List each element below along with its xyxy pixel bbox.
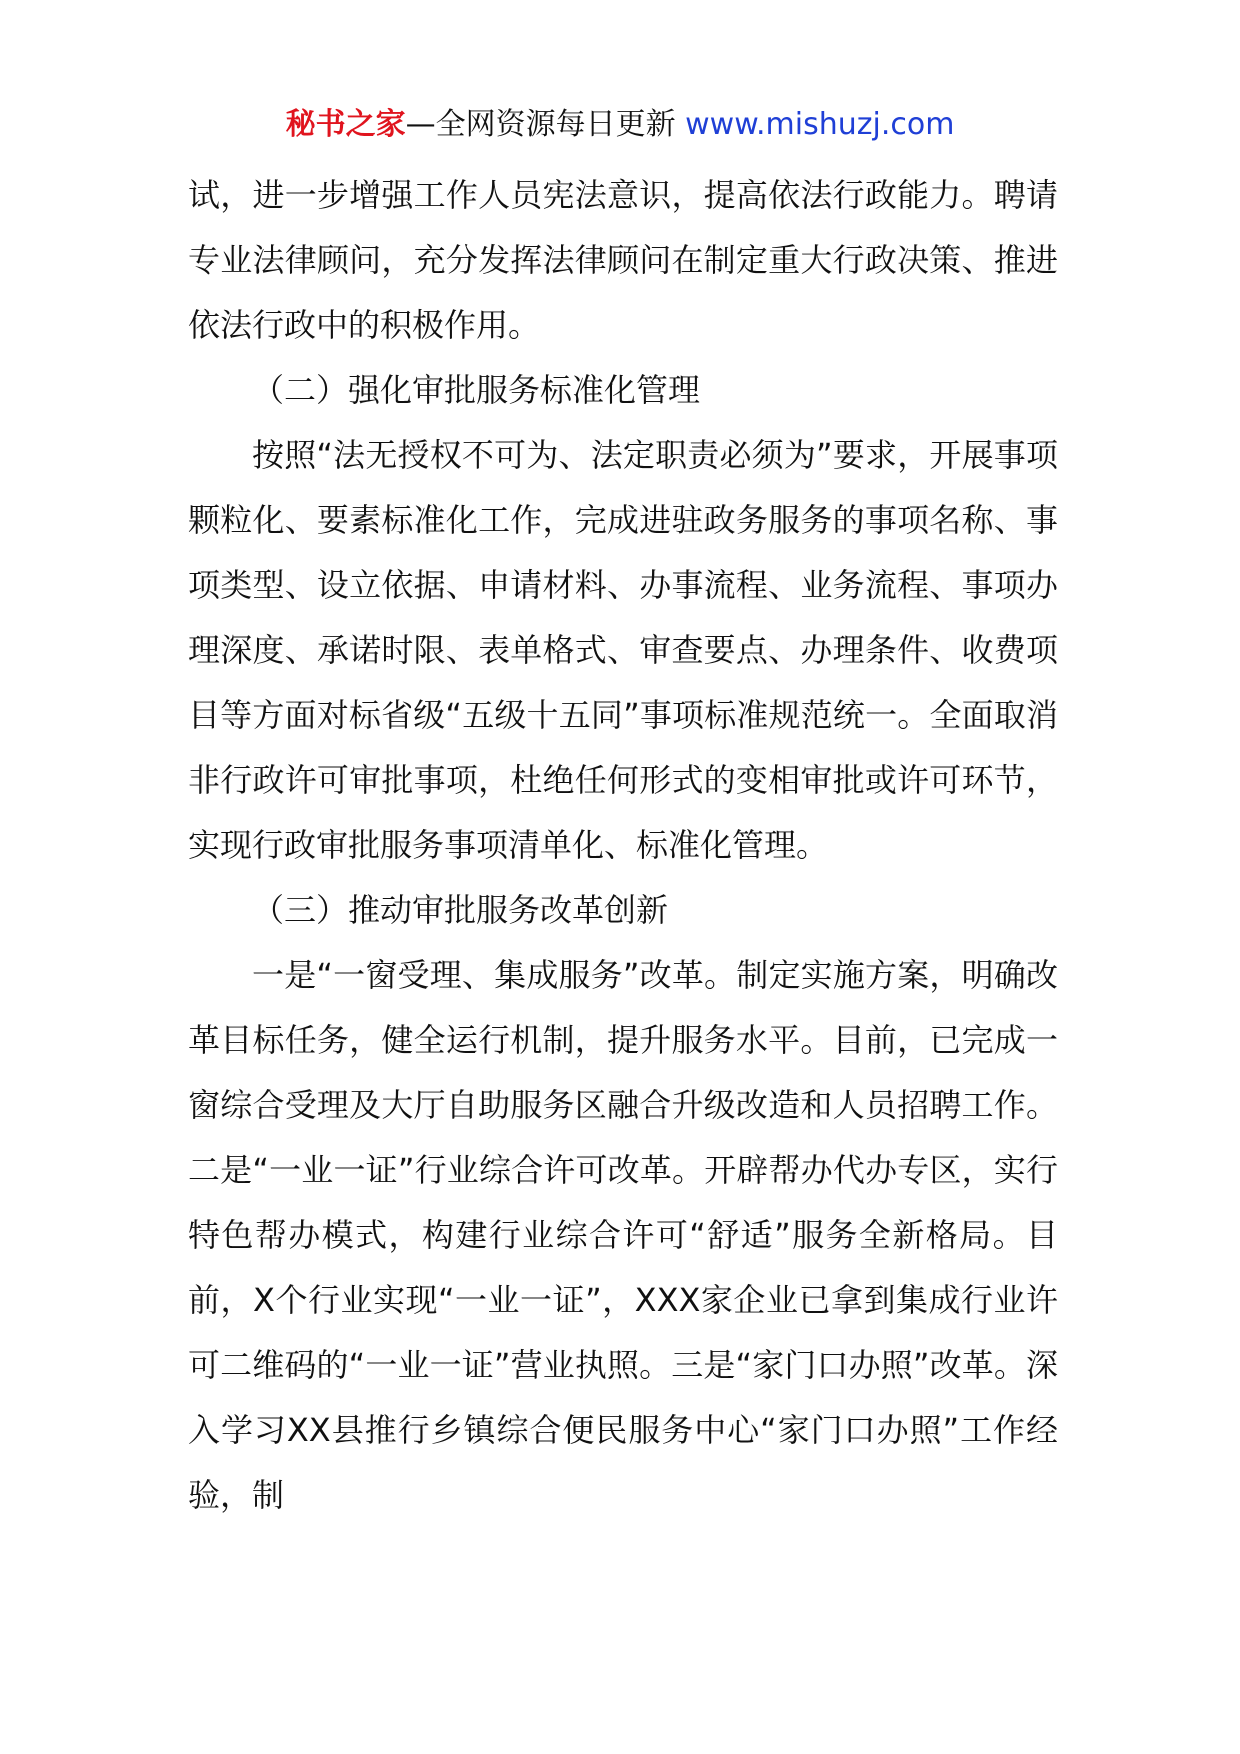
paragraph-reform: 一是“一窗受理、集成服务”改革。制定实施方案，明确改革目标任务，健全运行机制，提升服务水平。目前，已完成一窗综合受理及大厅自助服务区融合升级改造和人员招聘工作。二是“一业一证”行业综合许可改革。开辟帮办代办专区，实行特色帮办模式，构建行业综合许可“舒适”服务全新格局。目前，X个行业实现“一业一证”，XXX家企业已拿到集成行业许可二维码的“一业一证”营业执照。三是“家门口办照”改革。深入学习XX县推行乡镇综合便民服务中心“家门口办照”工作经验，制	[188, 956, 1058, 1514]
paragraph-standardization: 按照“法无授权不可为、法定职责必须为”要求，开展事项颗粒化、要素标准化工作，完成进驻政务服务的事项名称、事项类型、设立依据、申请材料、办事流程、业务流程、事项办理深度、承诺时限、表单格式、审查要点、办理条件、收费项目等方面对标省级“五级十五同”事项标准规范统一。全面取消非行政许可审批事项，杜绝任何形式的变相审批或许可环节，实现行政审批服务事项清单化、标准化管理。	[188, 436, 1058, 864]
paragraph-continuation: 试，进一步增强工作人员宪法意识，提高依法行政能力。聘请专业法律顾问，充分发挥法律顾问在制定重大行政决策、推进依法行政中的积极作用。	[188, 176, 1058, 344]
document-body	[188, 163, 1058, 1528]
site-tagline: —全网资源每日更新	[405, 107, 686, 142]
site-header	[0, 98, 1240, 152]
site-url[interactable]: www.mishuzj.com	[685, 107, 955, 142]
section-heading-3: （三）推动审批服务改革创新	[252, 891, 669, 929]
section-heading-2: （二）强化审批服务标准化管理	[252, 371, 701, 409]
site-brand: 秘书之家	[285, 107, 406, 142]
